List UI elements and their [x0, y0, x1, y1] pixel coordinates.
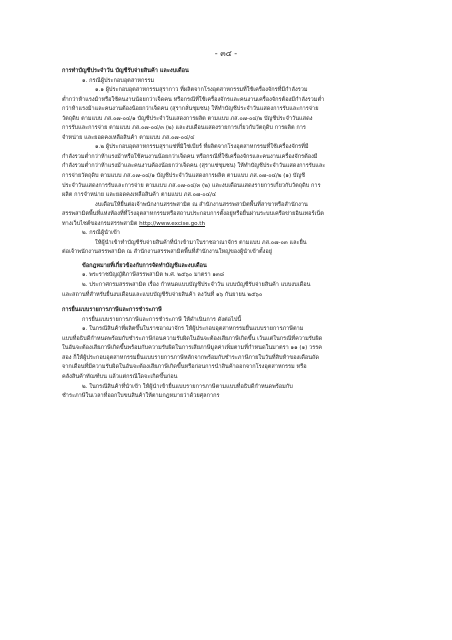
- section-title-bookkeeping: การทำบัญชีประจำวัน บัญชีรับจ่ายสินค้า และงบเดือน: [62, 68, 189, 74]
- paragraph-line: ๑. ในกรณีสินค้าที่ผลิตขึ้นในราชอาณาจักร ให้ผู้ประกอบอุตสาหกรรมยื่นแบบรายการภาษีตาม: [82, 326, 304, 333]
- section-title-tax-filing: การยื่นแบบรายการภาษีและการชำระภาษี: [62, 307, 162, 314]
- law-item: ๑. พระราชบัญญัติภาษีสรรพสามิต พ.ศ. ๒๕๖๐ มาตรา ๑๓๘: [82, 272, 225, 279]
- paragraph-line: ในอันจะต้องเสียภาษีเกิดขึ้นพร้อมกับความรับผิดในการเสียภาษีมูลค่าเพิ่มตามที่กำหนดในมาตรา ๑๑ (๑) วรรค: [62, 345, 323, 352]
- law-item: ๒. ประกาศกรมสรรพสามิต เรื่อง กำหนดแบบบัญชีประจำวัน แบบบัญชีรับจ่ายสินค้า แบบงบเดือน: [82, 282, 311, 289]
- paragraph-line: กำลังรวมต่ำกว่าห้าแรงม้าหรือใช้คนงานน้อยกว่าเจ็ดคน หรือกรณีที่ใช้เครื่องจักรและคนงานเครื่องจักรต้องมี: [62, 153, 318, 160]
- paragraph-line: สรรพสามิตพื้นที่แห่งท้องที่ที่โรงอุตสาหกรรมหรือสถานประกอบการตั้งอยู่หรือยื่นผ่านระบบเครือข่ายอินเทอร์เน็ต: [62, 211, 324, 218]
- page-number: - ๓๔ -: [214, 49, 238, 58]
- paragraph-line: จำหน่าย และยอดคงเหลือสินค้า ตามแบบ ภส.๐๗-๐๔/๔: [62, 134, 195, 141]
- subheading-importer: ๒. กรณีผู้นำเข้า: [82, 230, 120, 237]
- paragraph-line: กำลังรวมต่ำกว่าห้าแรงม้าและคนงานต้องน้อยกว่าเจ็ดคน (สุราแช่ชุมชน) ให้ทำบัญชีประจำวันแสดงการรับและ: [62, 163, 326, 170]
- paragraph-line: [62, 220, 392, 230]
- paragraph-line: คลังสินค้าทัณฑ์บน แล้วแต่กรณีใดจะเกิดขึ้นก่อน: [62, 373, 178, 380]
- section-title-related-laws: ข้อกฎหมายที่เกี่ยวข้องกับการจัดทำบัญชีและงบเดือน: [82, 262, 207, 269]
- paragraph-line: ๑.๒ ผู้ประกอบอุตสาหกรรมสุราแช่ที่มิใช่เบียร์ ที่ผลิตจากโรงอุตสาหกรรมที่ใช้เครื่องจักรที่มี: [95, 144, 309, 151]
- paragraph-line: จากเดือนที่มีความรับผิดในอันจะต้องเสียภาษีเกิดขึ้นหรือก่อนการนำสินค้าออกจากโรงอุตสาหกรรม หรือ: [62, 364, 307, 371]
- paragraph-line: งบเดือนให้ยื่นต่อเจ้าพนักงานสรรพสามิต ณ สำนักงานสรรพสามิตพื้นที่สาขาหรือสำนักงาน: [95, 201, 308, 208]
- paragraph-line: การยื่นแบบรายการภาษีและการชำระภาษี ให้ดำเนินการ ดังต่อไปนี้: [82, 316, 242, 323]
- paragraph-line: ผลิต การจำหน่าย และยอดคงเหลือสินค้า ตามแบบ ภส.๐๗-๐๔/๔: [62, 192, 217, 199]
- paragraph-line: ๒. ในกรณีสินค้าที่นำเข้า ให้ผู้นำเข้ายื่นแบบรายการภาษีตามแบบที่อธิบดีกำหนดพร้อมกับ: [82, 383, 293, 390]
- paragraph-line: ต่อเจ้าพนักงานสรรพสามิต ณ สำนักงานสรรพสามิตพื้นที่สำนักงานใหญ่ของผู้นำเข้าตั้งอยู่: [62, 249, 272, 256]
- paragraph-line: วัตถุดิบ ตามแบบ ภส.๐๗-๐๔/๑ บัญชีประจำวันแสดงการผลิต ตามแบบ ภส.๐๗-๐๔/๒ บัญชีประจำวันแสดง: [62, 115, 313, 122]
- paragraph-line: แบบที่อธิบดีกำหนดพร้อมกับชำระภาษีก่อนความรับผิดในอันจะต้องเสียภาษีเกิดขึ้น เว้นแต่ในกรณีที่ความรับผิด: [62, 335, 323, 342]
- paragraph-line: และสถานที่สำหรับยื่นงบเดือนและแบบบัญชีรับจ่ายสินค้า ลงวันที่ ๑๖ กันยายน ๒๕๖๐: [62, 291, 263, 298]
- website-text: ทางเว็บไซต์ของกรมสรรพสามิต: [62, 220, 140, 227]
- paragraph-line: การรับและการจ่าย ตามแบบ ภส.๐๗-๐๔/๓ (๒) และงบเดือนแสดงรายการเกี่ยวกับวัตถุดิบ การผลิต การ: [62, 125, 306, 132]
- page-body: [62, 67, 392, 402]
- paragraph-line: การจ่ายวัตถุดิบ ตามแบบ ภส.๐๗-๐๔/๑ บัญชีประจำวันแสดงการผลิต ตามแบบ ภส.๐๗-๐๔/๒ (๑) บัญชี: [62, 173, 306, 180]
- paragraph-line: ต่ำกว่าห้าแรงม้าหรือใช้คนงานน้อยกว่าเจ็ดคน หรือกรณีที่ใช้เครื่องจักรและคนงานเครื่องจักรต้องมีกำลังรวมต่ำ: [62, 96, 325, 103]
- paragraph-line: สอง ก็ให้ผู้ประกอบอุตสาหกรรมยื่นแบบรายการภาษีหลักจากพร้อมกับชำระภาษีภายในวันที่สิบห้าของเดือนถัด: [62, 354, 320, 361]
- paragraph-line: ให้ผู้นำเข้าทำบัญชีรับจ่ายสินค้าที่นำเข้ามาในราชอาณาจักร ตามแบบ ภส.๐๗-๐๓ และยื่น: [95, 239, 307, 246]
- excise-website-link[interactable]: http://www.excise.go.th: [139, 220, 206, 227]
- paragraph-line: ๑.๑ ผู้ประกอบอุตสาหกรรมสุรากาว ที่ผลิตจากโรงอุตสาหกรรมที่ใช้เครื่องจักรที่มีกำลังรวม: [95, 87, 308, 94]
- paragraph-line: ประจำวันแสดงการรับและการจ่าย ตามแบบ ภส.๐๗-๐๔/๓ (๒) และงบเดือนแสดงรายการเกี่ยวกับวัตถุดิบ การ: [62, 182, 321, 189]
- paragraph-line: กว่าห้าแรงม้าและคนงานต้องน้อยกว่าเจ็ดคน (สุรากลั่นชุมชน) ให้ทำบัญชีประจำวันแสดงการรับและการจ่าย: [62, 106, 319, 113]
- paragraph-line: ชำระภาษีในเวลาที่ออกใบขนสินค้าให้ตามกฎหมายว่าด้วยศุลกากร: [62, 393, 220, 400]
- subheading-industry-operator: ๑. กรณีผู้ประกอบอุตสาหกรรม: [82, 77, 155, 84]
